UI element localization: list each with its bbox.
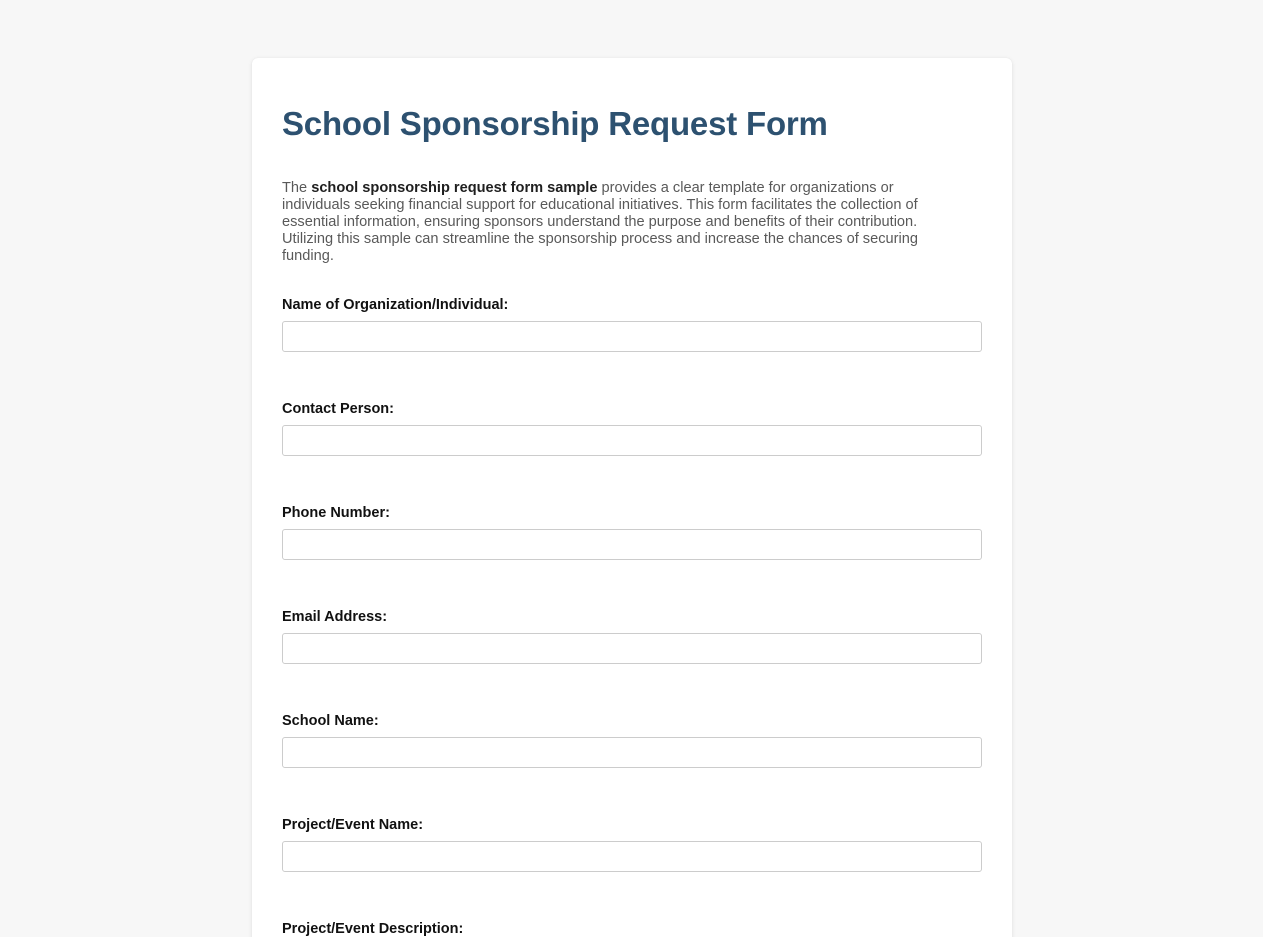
spacer [282,872,982,890]
label-school-name: School Name: [282,712,379,729]
field-group-school-name [282,713,982,768]
input-phone-number[interactable] [282,529,982,560]
field-group-project-event-description [282,921,982,937]
intro-emphasis-text: school sponsorship request form sample [311,179,598,196]
label-project-event-name: Project/Event Name: [282,816,424,833]
spacer [282,352,982,370]
field-group-project-event-name [282,817,982,872]
form-description [282,180,950,266]
field-group-email-address [282,609,982,664]
input-email-address[interactable] [282,633,982,664]
label-phone-number: Phone Number: [282,504,390,521]
label-project-event-description: Project/Event Description: [282,920,464,937]
field-group-phone-number [282,505,982,560]
input-organization-name[interactable] [282,321,982,352]
spacer [282,560,982,578]
intro-lead-text: The [282,179,312,196]
sponsorship-form-card [252,58,1012,937]
input-contact-person[interactable] [282,425,982,456]
input-project-event-name[interactable] [282,841,982,872]
field-group-organization-name [282,297,982,352]
intro-rest-text: provides a clear template for organizations or individuals seeking financial support for educational initiatives. This form facilitates the collection of essential information, ensuring sponsors understand the purpose and benefits of their contribution. Utilizing this sample can streamline the sponsorship process and increase the chances of securing funding. [282,179,918,265]
page-title: School Sponsorship Request Form [282,105,828,142]
spacer [282,456,982,474]
input-school-name[interactable] [282,737,982,768]
label-organization-name: Name of Organization/Individual: [282,296,509,313]
spacer [282,768,982,786]
field-group-contact-person [282,401,982,456]
label-contact-person: Contact Person: [282,400,394,417]
label-email-address: Email Address: [282,608,388,625]
spacer [282,664,982,682]
